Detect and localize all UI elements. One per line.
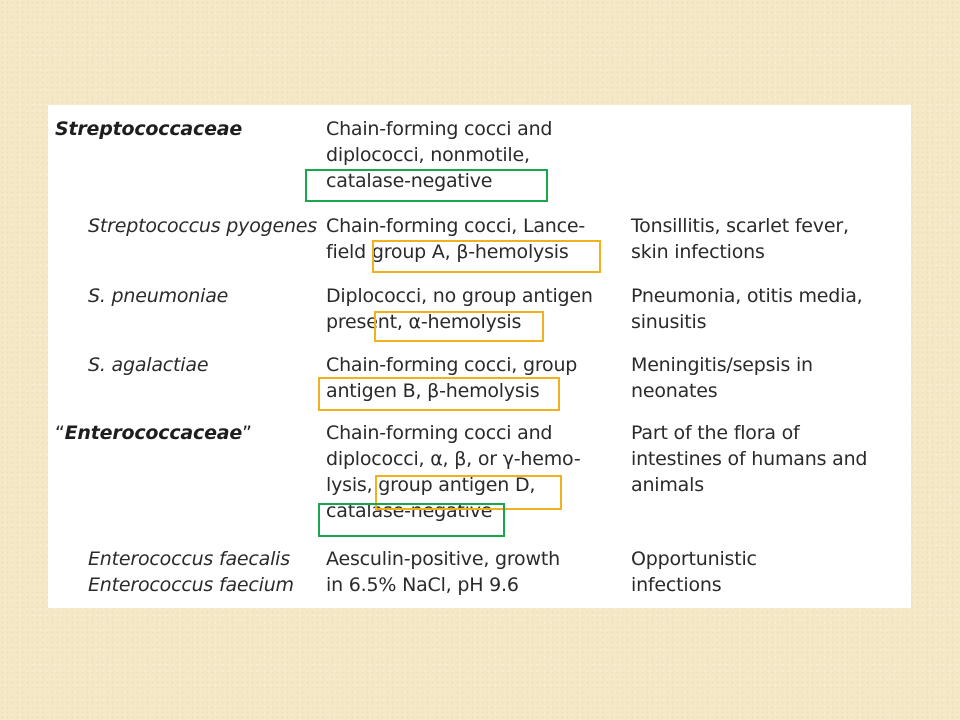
open-quote: “ <box>55 422 65 444</box>
species-name: Streptococcus pyogenes <box>88 215 317 237</box>
species-name: S. agalactiae <box>88 354 209 376</box>
properties-line: in 6.5% NaCl, pH 9.6 <box>326 574 519 596</box>
properties-line: diplococci, α, β, or γ-hemo- <box>326 448 581 470</box>
properties-line: Chain-forming cocci, group <box>326 354 578 376</box>
highlight-box-alpha-hemolysis <box>374 311 544 342</box>
properties-line: diplococci, nonmotile, <box>326 144 530 166</box>
diseases-line: skin infections <box>631 241 765 263</box>
family-name-cell <box>55 116 242 142</box>
diseases-line: Opportunistic <box>631 548 757 570</box>
species-name: S. pneumoniae <box>88 285 229 307</box>
properties-line: Diplococci, no group antigen <box>326 285 593 307</box>
species-name-cell <box>88 546 294 598</box>
diseases-line: Meningitis/sepsis in <box>631 354 813 376</box>
properties-line: present, α-hemolysis <box>326 311 522 333</box>
properties-line: Chain-forming cocci and <box>326 422 553 444</box>
species-name-cell <box>88 352 208 378</box>
diseases-line: sinusitis <box>631 311 707 333</box>
diseases-cell <box>631 546 757 598</box>
family-name: Streptococcaceae <box>55 118 243 140</box>
diseases-cell <box>631 213 849 265</box>
family-name-cell <box>55 420 252 446</box>
properties-line: catalase-negative <box>326 500 493 522</box>
diseases-cell <box>631 352 813 404</box>
properties-cell <box>326 546 560 598</box>
properties-line: catalase-negative <box>326 170 493 192</box>
properties-line: Aesculin-positive, growth <box>326 548 560 570</box>
family-name: Enterococcaceae <box>64 422 243 444</box>
properties-line: lysis, group antigen D, <box>326 474 536 496</box>
diseases-cell <box>631 283 863 335</box>
diseases-line: infections <box>631 574 722 596</box>
species-name: Enterococcus faecium <box>88 574 294 596</box>
highlight-box-catalase-negative <box>305 169 548 202</box>
family-name-line <box>55 420 252 446</box>
diseases-line: Tonsillitis, scarlet fever, <box>631 215 849 237</box>
diseases-line: Part of the flora of <box>631 422 800 444</box>
species-name-cell <box>88 213 317 239</box>
diseases-line: intestines of humans and <box>631 448 868 470</box>
table-panel <box>48 105 911 608</box>
species-name-cell <box>88 283 228 309</box>
highlight-box-catalase-negative <box>318 503 505 537</box>
diseases-cell <box>631 420 867 498</box>
properties-line: antigen B, β-hemolysis <box>326 380 540 402</box>
highlight-box-group-a-beta-hemolysis <box>372 240 601 273</box>
diseases-line: Pneumonia, otitis media, <box>631 285 863 307</box>
close-quote: ” <box>242 422 252 444</box>
properties-line: field group A, β-hemolysis <box>326 241 569 263</box>
properties-line: Chain-forming cocci, Lance- <box>326 215 586 237</box>
diseases-line: animals <box>631 474 704 496</box>
species-name: Enterococcus faecalis <box>88 548 290 570</box>
properties-line: Chain-forming cocci and <box>326 118 553 140</box>
diseases-line: neonates <box>631 380 718 402</box>
highlight-box-antigen-b-beta-hemolysis <box>318 377 560 411</box>
